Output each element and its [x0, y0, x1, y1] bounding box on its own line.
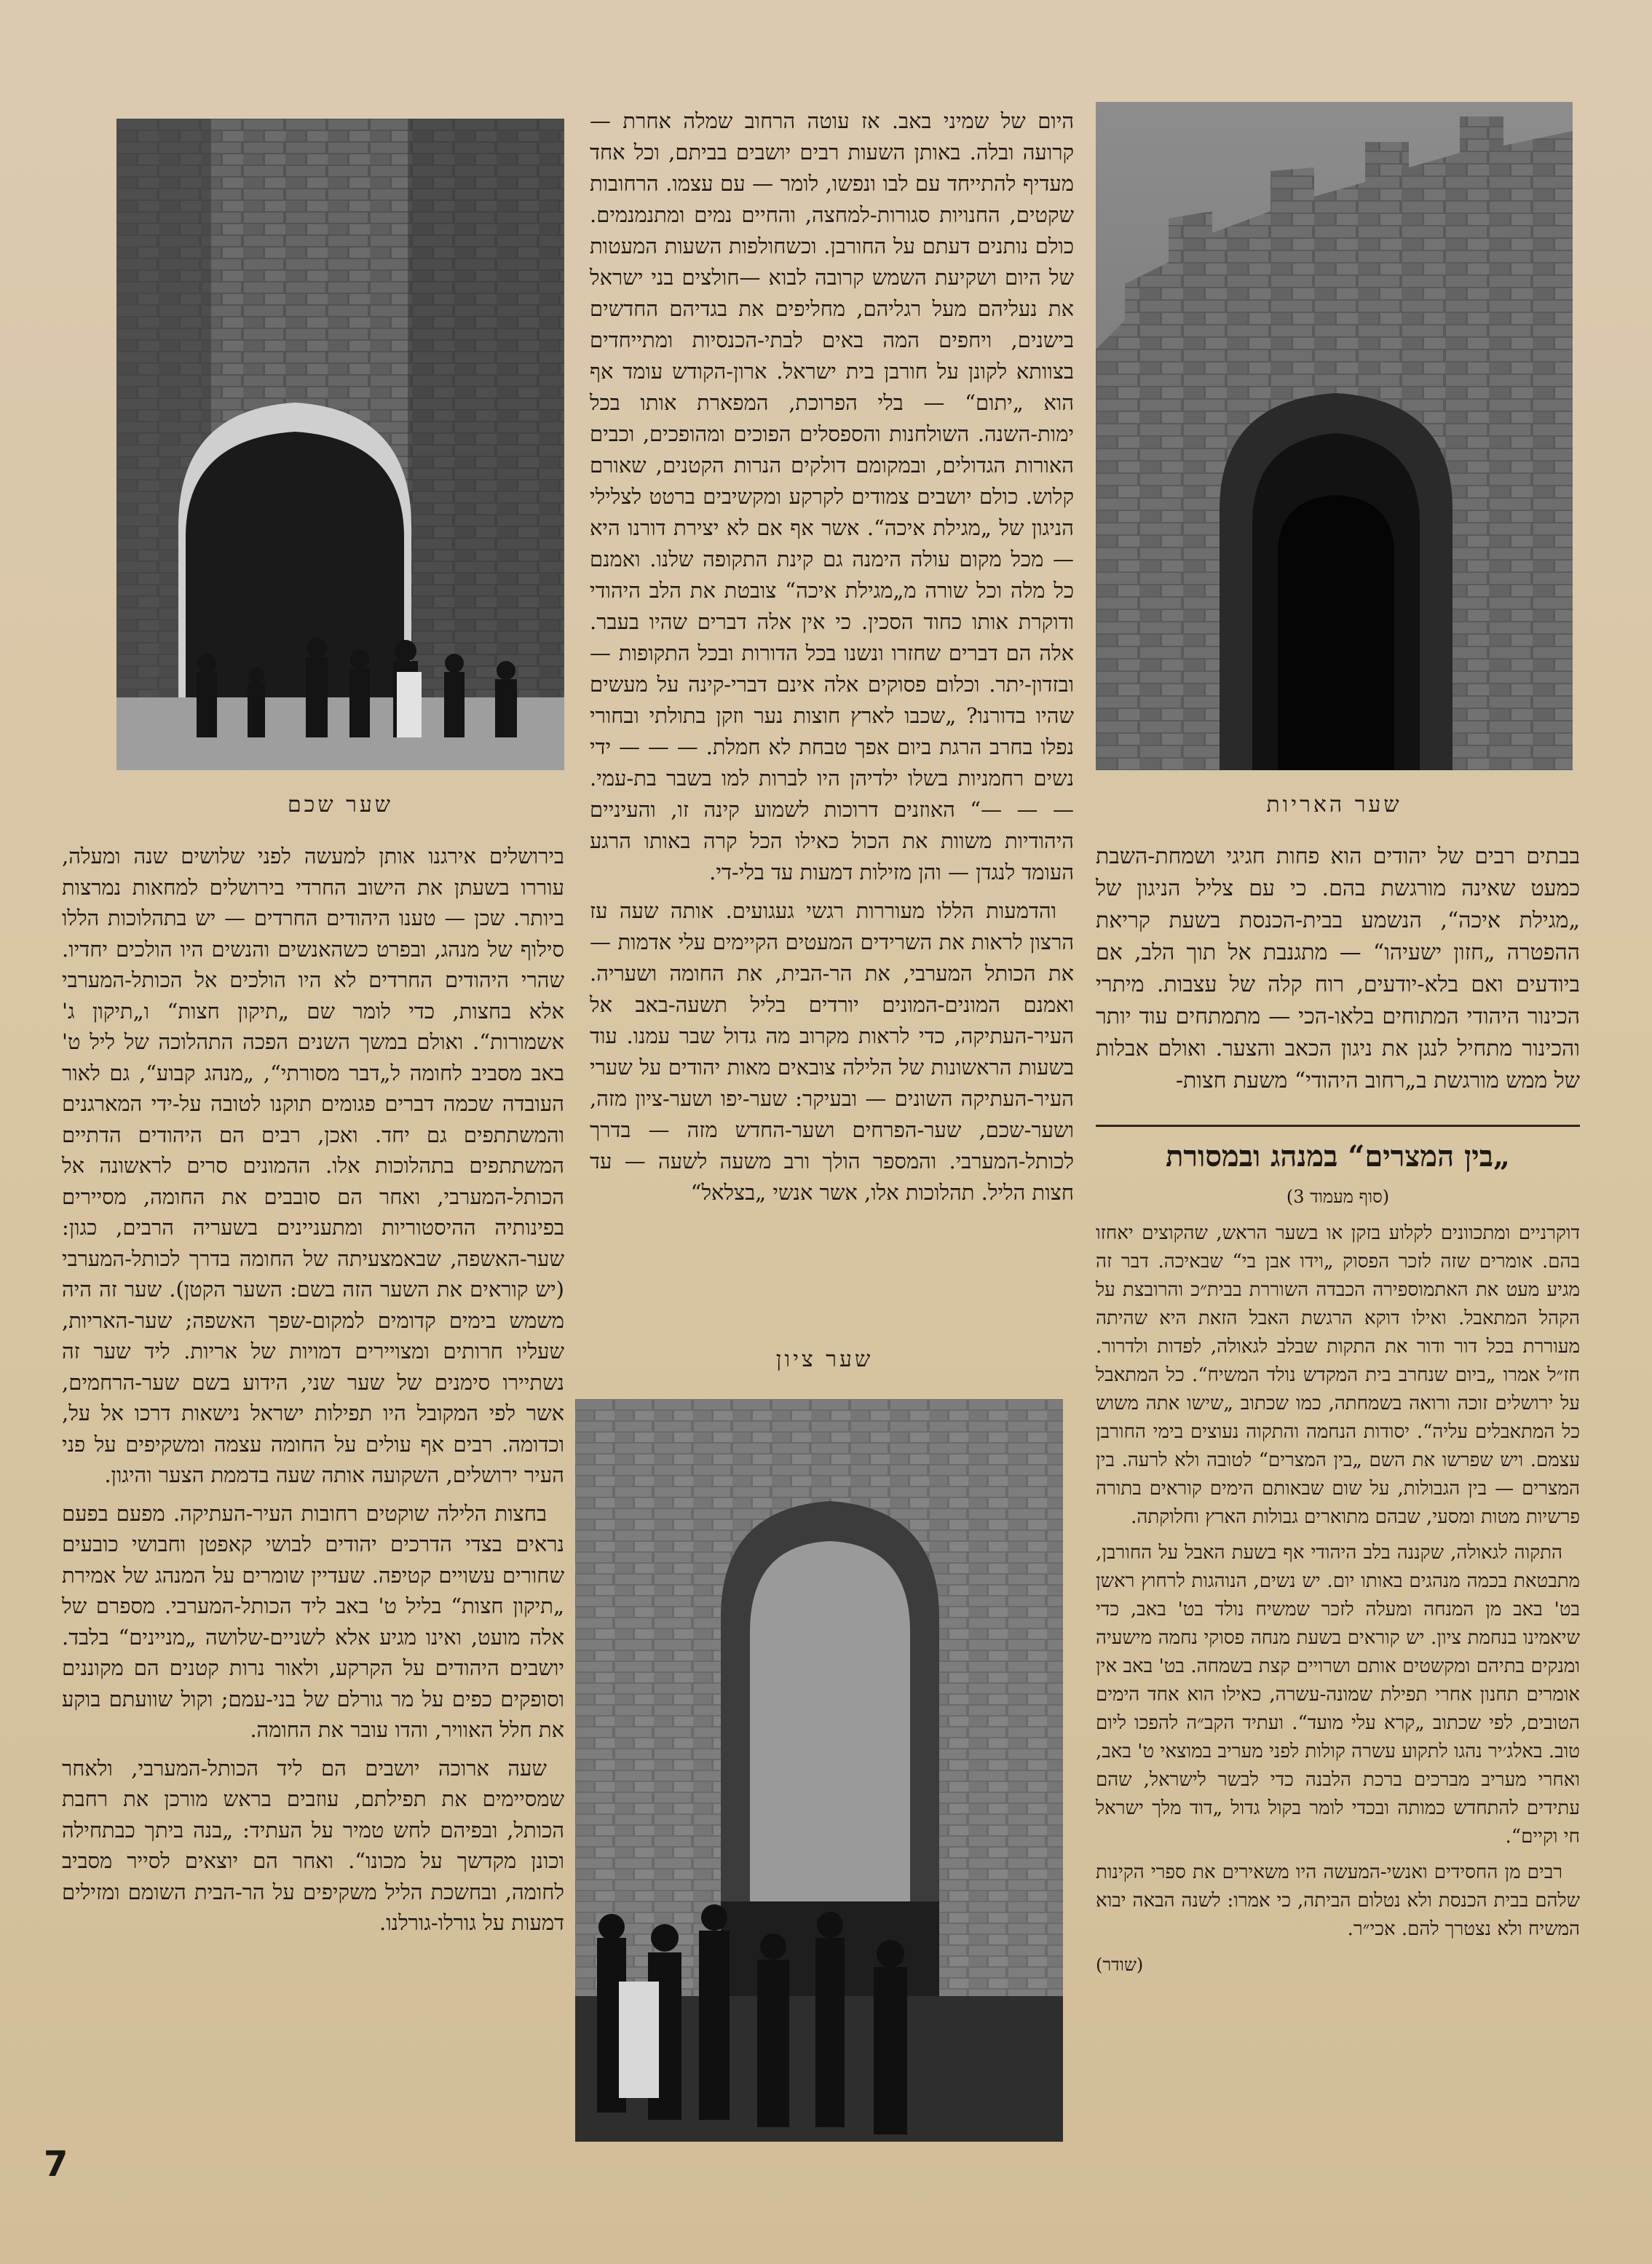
center-paragraph-2: והדמעות הללו מעוררות רגשי געגועים. אותה שעה עז הרצון לראות את השרידים המעטים הקיימים עלי אדמות — את הכותל המערבי, את הר-הבית, את החומה ושעריה. ואמנם המונים-המונים יורדים בליל תשעה-באב אל העיר-העתיקה, כדי לראות מקרוב מה גדול שבר עמנו. עוד בשעות הראשונות של הלילה צובאים מאות יהודים על שערי העיר-העתיקה השונים — ובעיקר: שער-יפו ושער-ציון מזה, ושער-שכם, שער-הפרחים ושער-החדש מזה — בדרך לכותל-המערבי. והמספר הולך ורב משעה לשעה — עד חצות הליל. תהלוכות אלו, אשר אנשי „בצלאל“	[590, 898, 1074, 1205]
damascus-gate-caption: שער שכם	[287, 792, 394, 818]
left-paragraph-1: בירושלים אירגנו אותן למעשה לפני שלושים שנה ומעלה, עוררו בשעתן את הישוב החרדי בירושלים למחאות נמרצות ביותר. שכן — טענו היהודים החרדים — יש בתהלוכות הללו סילוף של מנהג, ובפרט כשהאנשים והנשים היו הולכים יחדיו. שהרי היהודים החרדים לא היו הולכים אל הכותל-המערבי אלא בחצות, כדי לומר שם „תיקון חצות“ ו„תיקון ג' אשמורות“. ואולם במשך השנים הפכה התהלוכה של ליל ט' באב מסביב לחומה ל„דבר מסורתי“, „מנהג קבוע“, גם לאור העובדה שכמה דברים פגומים תוקנו לטובה על-ידי המארגנים והמשתתפים גם יחד. ואכן, רבים הם היהודים הדתיים המשתתפים בתהלוכות אלו. ההמונים סרים לראשונה אל הכותל-המערבי, ואחר הם סובבים את החומה, מסיירים בפינותיה ההיסטוריות ומתעניינים בשעריה הרבים, כגון: שער-האשפה, שבאמצעיתה של החומה בדרך לכותל-המערבי (יש קוראים את השער הזה בשם: השער הקטן). שער זה היה משמש בימים קדומים למקום-שפך האשפה; שער-האריות, שעליו חרותים ומצויירים דמויות של אריות. ליד שער זה נשתיירו סימנים של שער שני, הידוע בשם שער-הרחמים, אשר לפי המקובל היו תפילות ישראל נישאות דרכו אל על, וכדומה. רבים אף עולים על החומה עצמה ומשקיפים על פני העיר ירושלים, השקועה אותה שעה בדממת הצער והיגון.	[62, 844, 564, 1487]
article-headline: „בין המצרים“ במנהג ובמסורת	[1166, 1139, 1510, 1173]
right-article-paragraph-2: התקוה לגאולה, שקננה בלב היהודי אף בשעת האבל על החורבן, מתבטאת בכמה מנהגים באותו יום. יש נשים, הנוהגות לרחוץ ראשן בט' באב מן המנחה ומעלה לזכר שמשיח נולד בט' באב, כדי שיאמינו בנחמת ציון. יש קוראים בשעת מנחה פסוקי נחמה מישעיה ומנקים בתיהם ומקשטים אותם ושרויים קצת בשמחה. בט' באב אין אומרים תחנון אחרי תפילת שמונה-עשרה, כאילו הוא אחד הימים הטובים, לפי שכתוב „קרא עלי מועד“. ועתיד הקב״ה להפכו ליום טוב. באלג׳יר נהגו לתקוע עשרה קולות לפני מעריב במוצאי ט' באב, ואחרי מעריב מברכים ברכת הלבנה כדי לבשר לישראל, שהם עתידים להתחדש כמותה ובכדי לומר בקול גדול „דוד מלך ישראל חי וקיים“.	[1096, 1542, 1581, 1848]
zion-gate-photo	[575, 1399, 1063, 2142]
damascus-gate-photo	[116, 119, 564, 770]
center-paragraph-1: היום של שמיני באב. אז עוטה הרחוב שמלה אחרת — קרועה ובלה. באותן השעות רבים יושבים בביתם, וכל אחד מעדיף להתייחד עם לבו ונפשו, לומר — עם עצמו. הרחובות שקטים, החנויות סגורות-למחצה, והחיים נמים ומתנמנמים. כולם נותנים דעתם על החורבן. וכשחולפות השעות המעטות של היום ושקיעת השמש קרובה לבוא —חולצים בני ישראל את נעליהם מעל רגליהם, מחליפים את בגדיהם החדשים בישנים, ויחפים המה באים לבתי-הכנסיות ומתייחדים בצוותא לקונן על חורבן בית ישראל. ארון-הקודש עומד אף הוא „יתום“ — בלי הפרוכת, המפארת אותו בכל ימות-השנה. השולחנות והספסלים הפוכים ומהופכים, וכבים האורות הגדולים, ובמקומם דולקים הנרות הקטנים, שאורם קלוש. כולם יושבים צמודים לקרקע ומקשיבים ברטט לצלילי הניגון של „מגילת איכה“. אשר אף אם לא יצירת דורנו היא — מכל מקום עולה הימנה גם קינת התקופה שלנו. ואמנם כל מלה וכל שורה מ„מגילת איכה“ צובטת את הלב היהודי ודוקרת אותו כחוד הסכין. כי אין אלה דברים שהיו בעבר. אלה הם דברים שחזרו ונשנו בכל הדורות ובכל התקופות — ובזדון-יתר. וכלום פסוקים אלה אינם דברי-קינה על מעשים שהיו בדורנו? „שכבו לארץ חוצות נער וזקן בתולתי ובחורי נפלו בחרב הרגת ביום אפך טבחת לא חמלת. — — — ידי נשים רחמניות בשלו ילדיהן היו לברות למו בשבר בת-עמי. — — —“ האוזנים דרוכות לשמוע קינה זו, והעיניים היהודיות משוות את הכול כאילו הכל קרה באותו הרגע העומד לנגדן — והן מזילות דמעות עד בלי-די.	[590, 108, 1074, 884]
left-column-text	[62, 841, 564, 1946]
article-divider	[1096, 1125, 1580, 1127]
lions-gate-photo	[1096, 102, 1573, 770]
lions-gate-image	[1096, 102, 1573, 770]
article-continuation-note: (סוף מעמוד 3)	[1286, 1187, 1390, 1207]
left-paragraph-2: בחצות הלילה שוקטים רחובות העיר-העתיקה. מפעם בפעם נראים בצדי הדרכים יהודים לבושי קאפטן וחבושי כובעים שחורים עשויים קטיפה. שעדיין שומרים על המנהג של אמירת „תיקון חצות“ בליל ט' באב ליד הכותל-המערבי. מספרם של אלה מועט, ואינו מגיע אלא לשניים-שלושה „מניינים“ בלבד. יושבים היהודים על הקרקע, ולאור נרות קטנים הם מקוננים וסופקים כפים על מר גורלם של בני-עמם; וקול שוועתם בוקע את חלל האוויר, והדו עובר את החומה.	[62, 1500, 564, 1742]
right-article-text	[1096, 1219, 1580, 1979]
left-paragraph-3: שעה ארוכה יושבים הם ליד הכותל-המערבי, ולאחר שמסיימים את תפילתם, עוזבים בראש מורכן את רחבת הכותל, ובפיהם לחש טמיר על העתיד: „בנה ביתך כבתחילה וכונן מקדשך על מכונו“. ואחר הם יוצאים לסייר מסביב לחומה, ובחשכת הליל משקיפים על הר-הבית השומם ומזילים דמעות על גורלו-גורלנו.	[62, 1755, 564, 1935]
damascus-gate-image	[116, 119, 564, 770]
right-article-paragraph-3: רבים מן החסידים ואנשי-המעשה היו משאירים את ספרי הקינות שלהם בבית הכנסת ולא נטלום הביתה, כי אמרו: לשנה הבאה יבוא המשיח ולא נצטרך להם. אכי״ר.	[1096, 1861, 1580, 1940]
lions-gate-caption: שער האריות	[1266, 792, 1402, 818]
page-number: 7	[44, 2144, 68, 2185]
right-column-top-text	[1096, 841, 1580, 1104]
right-top-paragraph-1: בבתים רבים של יהודים הוא פחות חגיגי ושמחת-השבת כמעט שאינה מורגשת בהם. כי עם צליל הניגון של „מגילת איכה“, הנשמע בבית-הכנסת בשעת קריאת ההפטרה „חזון ישעיהו“ — מתגנבת אל תוך הלב, אם ביודעים ואם בלא-יודעים, רוח קלה של עצבות. מיתרי הכינור היהודי המתוחים בלאו-הכי — מתמתחים עוד יותר והכינור מתחיל לנגן את ניגון הכאב והצער. ואולם אבלות של ממש מורגשת ב„רחוב היהודי“ משעת חצות-	[1096, 844, 1580, 1093]
article-signature: (שודר)	[1096, 1955, 1144, 1975]
center-column-text	[590, 106, 1074, 1216]
zion-gate-image	[575, 1399, 1063, 2142]
zion-gate-caption: שער ציון	[775, 1347, 874, 1372]
right-article-paragraph-1: דוקרניים ומתכוונים לקלוע בזקן או בשער הראש, שהקוצים יאחזו בהם. אומרים שזה לזכר הפסוק „וידו אבן בי“ שבאיכה. דבר זה מגיע מעט את האתמוספירה הכבדה השוררת בבית״כ והרובצת על הקהל המתאבל. ואילו דוקא הרגשת האבל הזאת היא שהיתה מעוררת בכל דור ודור את התקות שבלב לגאולה, לפדות ולדרור. חז״ל אמרו „ביום שנחרב בית המקדש נולד המשיח“. כל המתאבל על ירושלים זוכה ורואה בשמחתה, כמו שכתוב „שישו אתה משוש כל המתאבלים עליה“. יסודות הנחמה והתקוה נעוצים בימי החורבן עצמם. ויש שפרשו את השם „בין המצרים“ לטובה ולא לרעה. בין המצרים — בין הגבולות, על שום שבאותם הימים קוראים בתורה פרשיות מטות ומסעי, שבהם מתוארים גבולות הארץ וחלוקתה.	[1096, 1222, 1580, 1528]
